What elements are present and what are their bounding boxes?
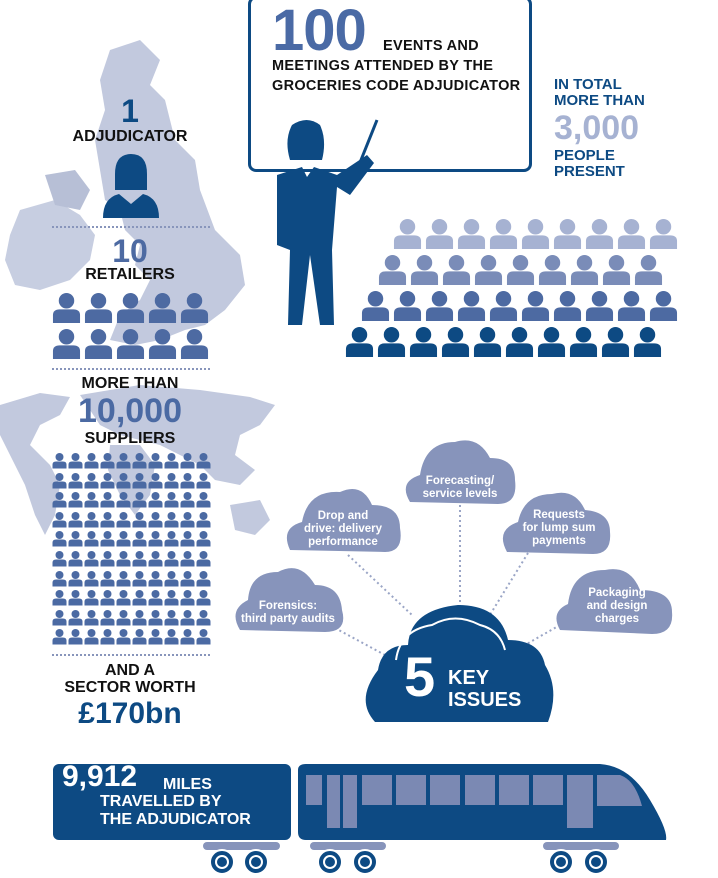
events-label-line2: MEETINGS ATTENDED BY THE GROCERIES CODE ADJUDICATOR	[272, 58, 521, 94]
issue-drop-and-drive: Drop and drive: delivery performance	[304, 510, 382, 548]
retailers-count: 10	[112, 233, 148, 269]
issue-forensics: Forensics: third party audits	[241, 600, 335, 625]
attendance-suffix-line2: PRESENT	[554, 163, 625, 180]
miles-unit: MILES	[163, 776, 212, 793]
adjudicator-count: 1	[121, 93, 139, 129]
attendance-prefix-line1: IN TOTAL	[554, 76, 622, 93]
key-issues-line1: KEY	[448, 667, 490, 689]
attendance-count: 3,000	[554, 109, 640, 147]
events-count: 100	[272, 0, 366, 63]
miles-label-line3: THE ADJUDICATOR	[100, 811, 251, 828]
sector-line2: SECTOR WORTH	[64, 679, 196, 696]
key-issues-count: 5	[404, 645, 436, 708]
sector-line1: AND A	[104, 662, 156, 679]
miles-label-line2: TRAVELLED BY	[100, 793, 222, 810]
adjudicator-label: ADJUDICATOR	[72, 128, 188, 145]
suppliers-label: SUPPLIERS	[84, 430, 176, 447]
attendance-suffix-line1: PEOPLE	[554, 147, 615, 164]
issue-packaging: Packaging and design charges	[586, 587, 648, 625]
suppliers-count: 10,000	[78, 392, 182, 430]
suppliers-prefix: MORE THAN	[81, 375, 179, 392]
miles-count: 9,912	[62, 760, 138, 793]
events-label-line1: EVENTS AND	[383, 38, 479, 54]
attendance-prefix-line2: MORE THAN	[554, 92, 645, 109]
issue-lump-sum-payments: Requests for lump sum payments	[522, 509, 596, 547]
issue-forecasting: Forecasting/ service levels	[422, 475, 498, 500]
sector-value: £170bn	[78, 697, 182, 730]
key-issues-line2: ISSUES	[448, 689, 522, 711]
retailers-label: RETAILERS	[85, 266, 175, 283]
